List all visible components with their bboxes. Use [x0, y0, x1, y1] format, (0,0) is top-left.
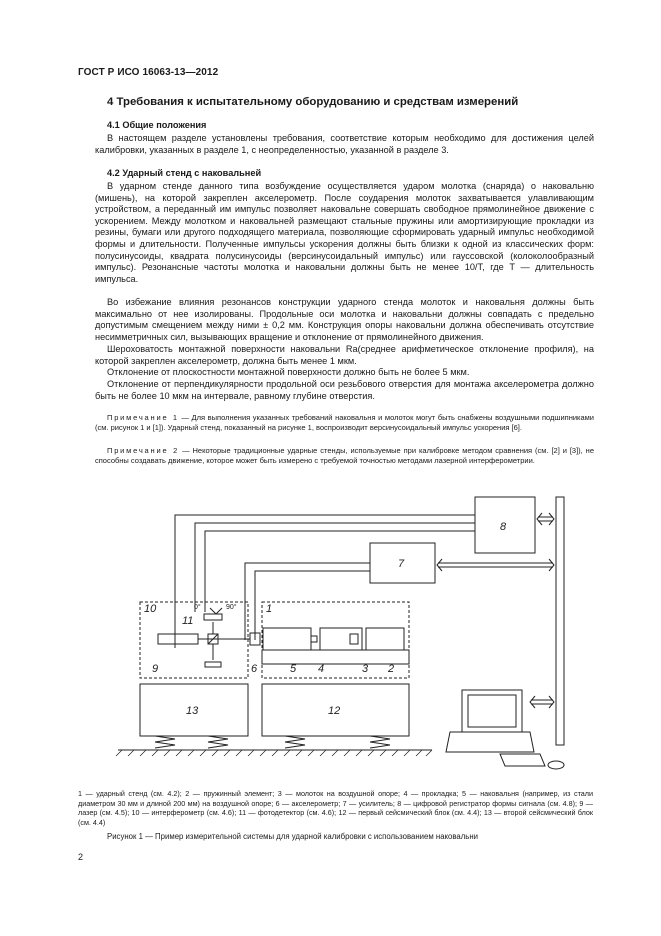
note-2-label: Примечание 2: [107, 446, 180, 455]
shock-machine-enclosure: [262, 602, 409, 678]
subsection-title-4-2: 4.2 Ударный стенд с наковальней: [107, 168, 262, 178]
label-3: 3: [362, 663, 369, 675]
label-8: 8: [500, 521, 507, 533]
subsection-title-4-1: 4.1 Общие положения: [107, 120, 207, 130]
label-13: 13: [186, 705, 199, 717]
figure-measurement-system: [0, 480, 661, 780]
label-11: 11: [182, 615, 194, 627]
figure-legend: 1 — ударный стенд (см. 4.2); 2 — пружинный элемент; 3 — молоток на воздушной опоре; 4 — прокладка; 5 — наковальня (например, из стали диаметром 30 мм и длиной 200 мм) на воздушной опоре; 6 — акселерометр; 7 — усилитель; 8 — цифровой регистратор формы сигнала (см. 4.8); 9 — лазер (см. 4.5); 10 — интерферометр (см. 4.6); 11 — фотодетектор (см. 4.6); 12 — первый сейсмический блок (см. 4.4); 13 — второй сейсмический блок (см. 4.4): [78, 789, 593, 827]
label-2: 2: [388, 663, 395, 675]
note-2: [95, 446, 594, 466]
photodetector: [204, 614, 222, 620]
note-1-label: Примечание 1: [107, 413, 179, 422]
label-9: 9: [152, 663, 159, 675]
laser: [158, 634, 198, 644]
label-12: 12: [328, 705, 341, 717]
label-6: 6: [251, 663, 258, 675]
angle-90-label: 90°: [226, 604, 237, 611]
spring-element: [366, 628, 404, 650]
computer-keyboard: [500, 754, 545, 766]
hammer: [320, 628, 362, 650]
computer-monitor: [462, 690, 522, 732]
note-1: [95, 413, 594, 433]
computer-mouse: [548, 761, 564, 769]
note-1-text: — Для выполнения указанных требований наковальня и молоток могут быть снабжены воздушными подшипниками (см. рисунок 1 и [1]). Ударный стенд, показанный на рисунке 1, воспроизводит версинусоидальный импульс ускорения [6].: [95, 413, 594, 432]
label-7: 7: [398, 558, 405, 570]
anvil: [263, 628, 311, 650]
paragraph-4-1: В настоящем разделе установлены требования, соответствие которым необходимо для достижения целей калибровки, указанных в разделе 1, с неопределенностью, указанной в разделе 3.: [95, 133, 594, 155]
figure-caption: Рисунок 1 — Пример измерительной системы для ударной калибровки с использованием наковальни: [107, 832, 479, 841]
label-4: 4: [318, 663, 325, 675]
paragraph-4-2-3: Шероховатость монтажной поверхности наковальни Ra(среднее арифметическое отклонение профиля), на которой закреплен акселерометр, должна быть менее 1 мкм.: [95, 344, 594, 366]
computer-base: [446, 732, 534, 752]
reference-mirror: [205, 662, 221, 667]
note-2-text: — Некоторые традиционные ударные стенды, используемые при калибровке методом сравнения (см. [2] и [3]), не способны создавать движение, которое может быть измерено с требуемой точностью методами лазерной интерферометрии.: [95, 446, 594, 465]
paragraph-4-2-1: В ударном стенде данного типа возбуждение осуществляется ударом молотка (снаряда) о наковальню (мишень), на которой закреплен акселерометр. После соударения молоток захватывается улавливающим устройством, а переданный им импульс позволяет наковальне совершать свободное прямолинейное движение с ускорением. Между молотком и наковальней размещают стальные пружины или амортизирующие прокладки из резины, бумаги или другого подходящего материала, позволяющие сформировать ударный импульс необходимой формы и длительности. Полученные импульсы ускорения должны быть близки к одной из классических форм: полусинусоиды, квадрата полусинусоиды (версинусоидальный импульс) или гауссовской (колоколообразный импульс). Резонансные частоты молотка и наковальни должны быть не менее 10/T, где T — длительность импульса.: [95, 181, 594, 284]
page-number: 2: [78, 852, 84, 862]
label-10: 10: [144, 603, 157, 615]
label-5: 5: [290, 663, 297, 675]
angle-0-label: 0°: [194, 604, 201, 611]
paragraph-4-2-4: Отклонение от плоскостности монтажной поверхности должно быть не более 5 мкм.: [107, 367, 470, 377]
paragraph-4-2-5: Отклонение от перпендикулярности продольной оси резьбового отверстия для монтажа акселерометра должно быть не более 10 мкм на интервале, равному глубине отверстия.: [95, 379, 594, 401]
document-header: ГОСТ Р ИСО 16063-13—2012: [78, 67, 219, 78]
section-title: 4 Требования к испытательному оборудованию и средствам измерений: [107, 96, 519, 108]
paragraph-4-2-2: Во избежание влияния резонансов конструкции ударного стенда молоток и наковальня должны быть максимально от нее изолированы. Продольные оси молотка и наковальни должны совпадать с предельно допустимым смещением между ними ± 0,2 мм. Конструкция опоры наковальни должна обеспечивать отсутствие несимметричных сил, вызывающих вращение и отклонение от прямолинейного движения.: [95, 297, 594, 342]
label-1: 1: [266, 603, 273, 615]
signal-bus-bar: [556, 497, 564, 745]
